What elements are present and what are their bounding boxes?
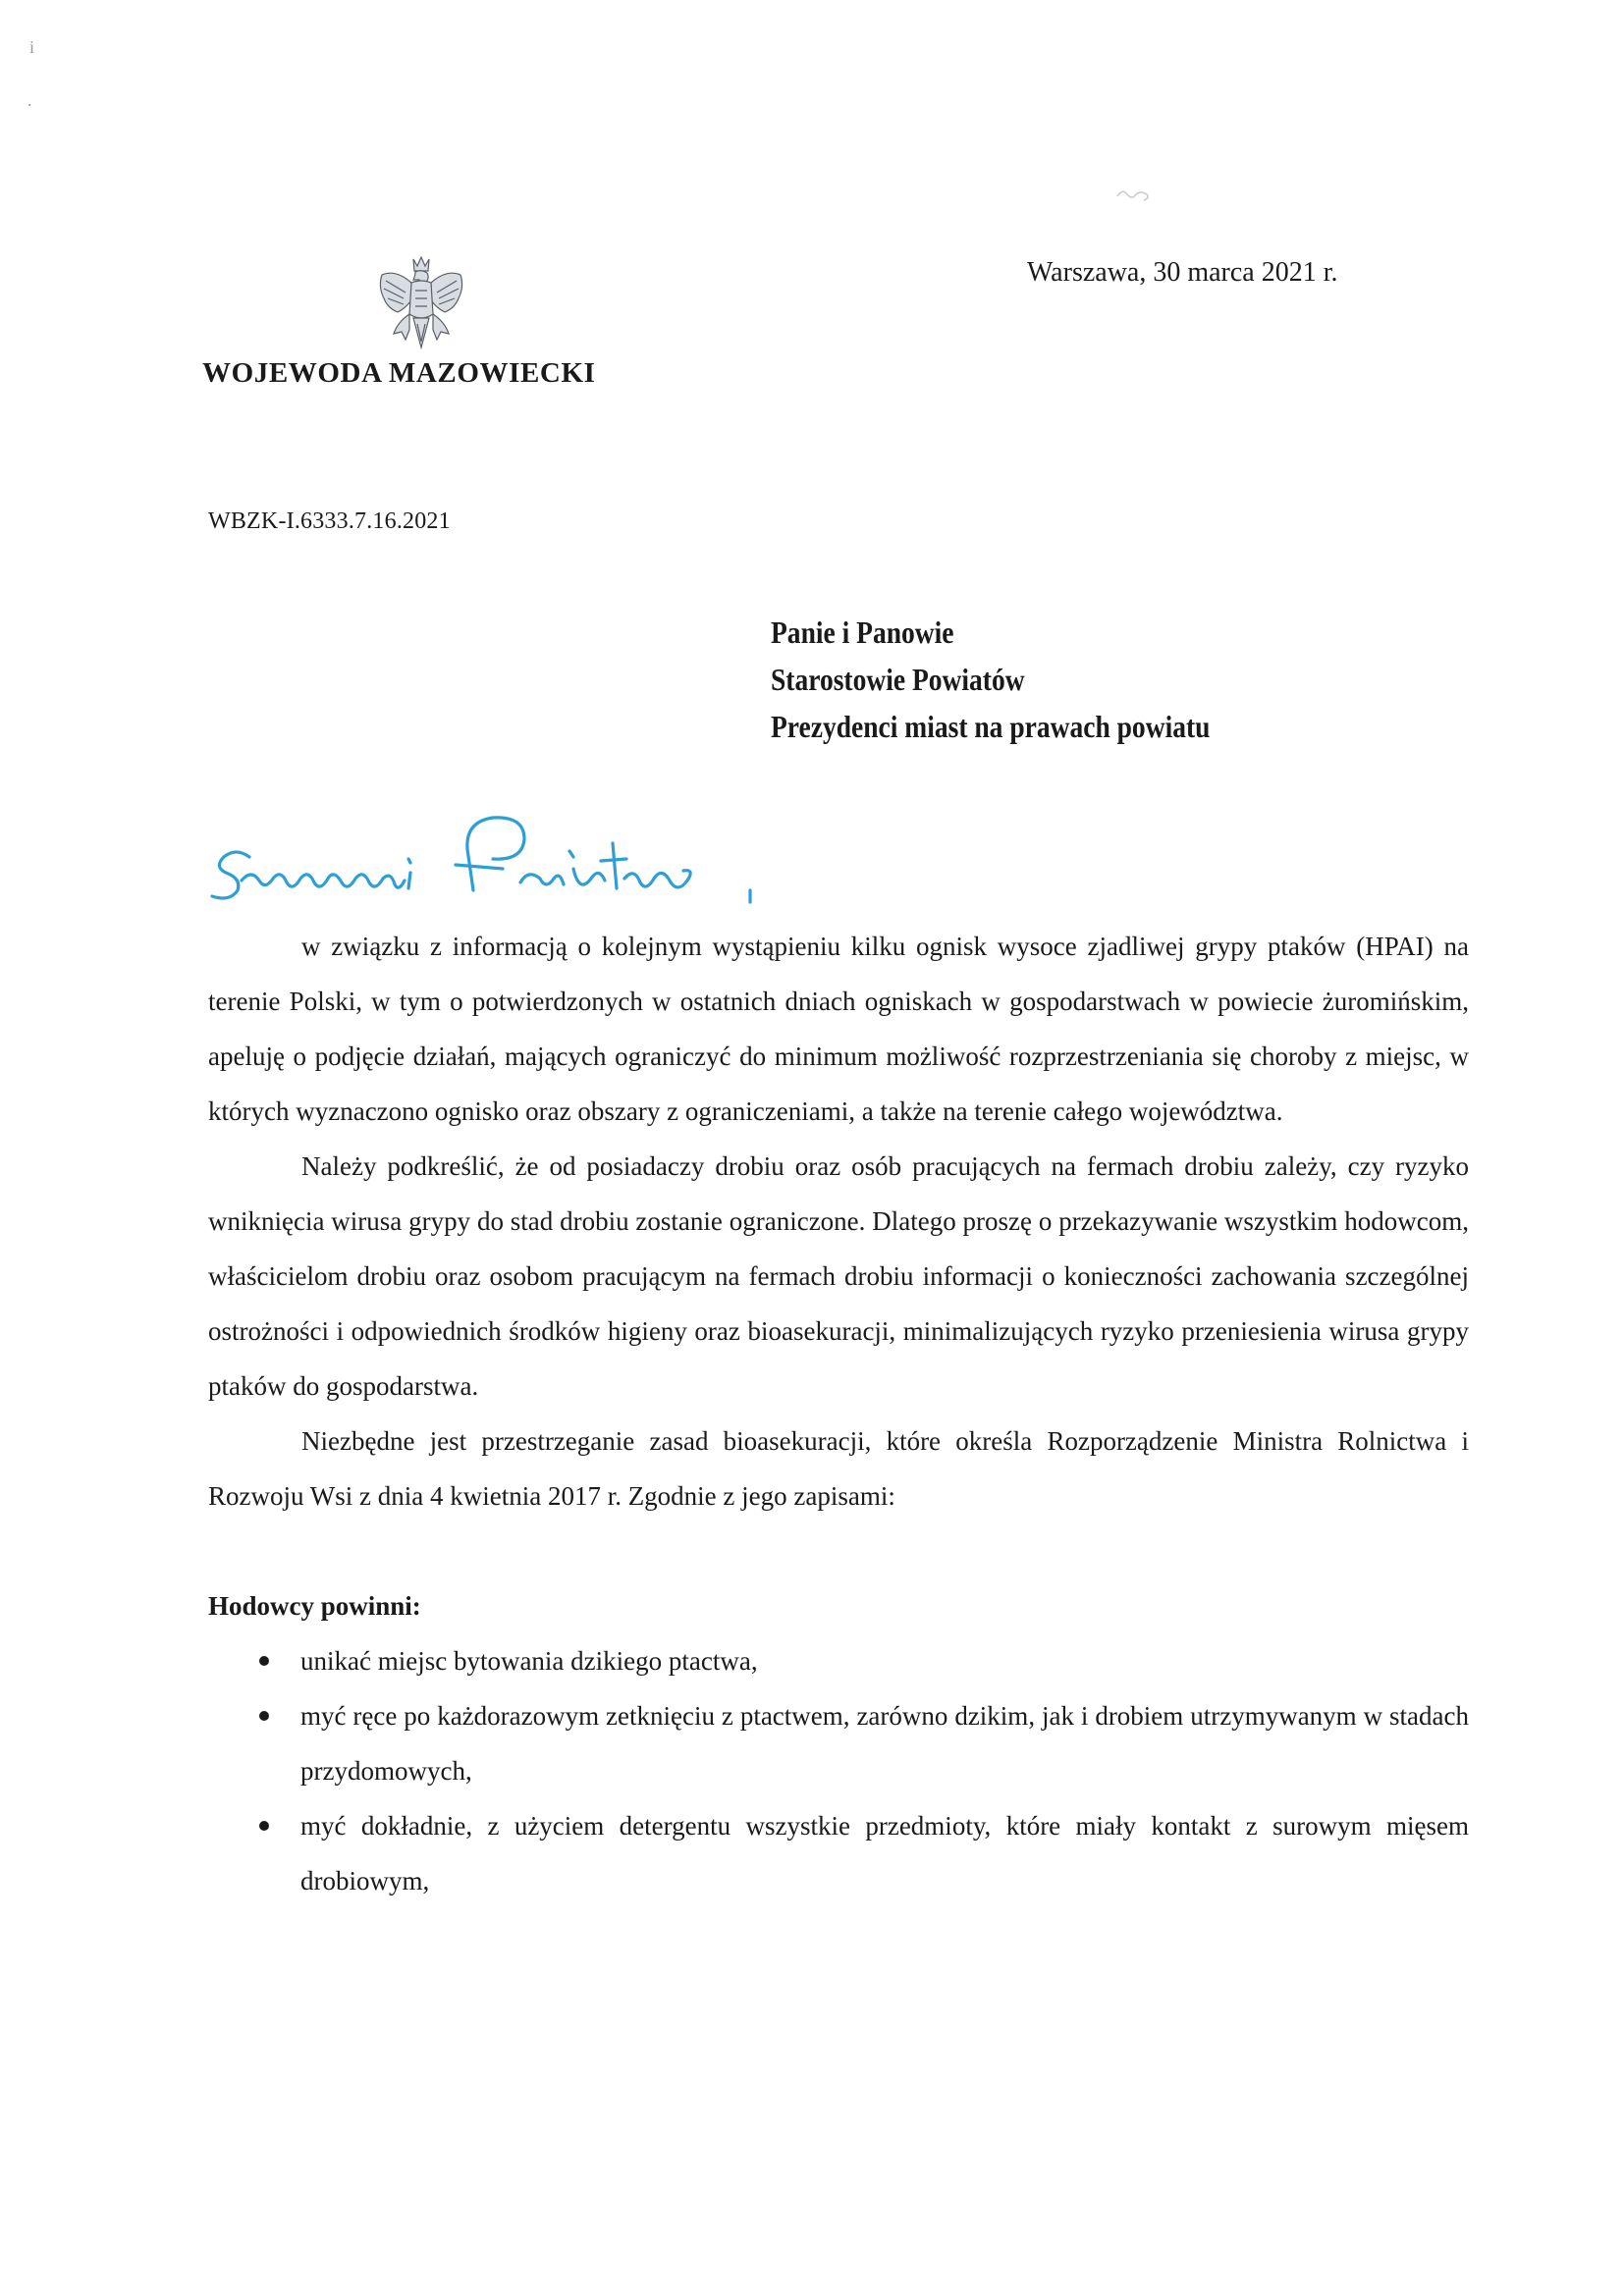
stray-scribble-mark bbox=[1114, 187, 1154, 204]
list-item-text: myć dokładnie, z użyciem detergentu wszystkie przedmioty, które miały kontakt z surowym mięsem drobiowym, bbox=[300, 1811, 1469, 1896]
place-date: Warszawa, 30 marca 2021 r. bbox=[1027, 257, 1338, 288]
list-item bbox=[208, 1633, 1469, 1688]
section-heading-breeders: Hodowcy powinni: bbox=[208, 1591, 421, 1621]
addressee-line: Panie i Panowie bbox=[771, 614, 954, 650]
list-item-text: unikać miejsc bytowania dzikiego ptactwa, bbox=[300, 1646, 758, 1676]
list-item bbox=[208, 1688, 1469, 1798]
body-paragraph: Niezbędne jest przestrzeganie zasad bioasekuracji, które określa Rozporządzenie Ministra Rolnictwa i Rozwoju Wsi z dnia 4 kwietnia 2017 r. Zgodnie z jego zapisami: bbox=[208, 1426, 1469, 1511]
stray-mark: i bbox=[29, 37, 35, 57]
reference-number: WBZK-I.6333.7.16.2021 bbox=[208, 508, 451, 534]
bullet-icon bbox=[259, 1656, 269, 1666]
polish-eagle-emblem-icon bbox=[376, 253, 466, 357]
issuing-authority: WOJEWODA MAZOWIECKI bbox=[202, 357, 596, 389]
list-item-text: myć ręce po każdorazowym zetknięciu z ptactwem, zarówno dzikim, jak i drobiem utrzymywanym w stadach przydomowych, bbox=[300, 1701, 1469, 1786]
addressee-line: Prezydenci miast na prawach powiatu bbox=[771, 709, 1211, 744]
letter-body bbox=[208, 919, 1469, 1908]
breeders-requirements-list bbox=[208, 1633, 1469, 1908]
bullet-icon bbox=[259, 1821, 269, 1831]
list-item bbox=[208, 1798, 1469, 1908]
handwritten-salutation bbox=[208, 800, 915, 908]
bullet-icon bbox=[259, 1711, 269, 1721]
body-paragraph: Należy podkreślić, że od posiadaczy drobiu oraz osób pracujących na fermach drobiu zależy, czy ryzyko wniknięcia wirusa grypy do stad drobiu zostanie ograniczone. Dlatego proszę o przekazywanie wszystkim hodowcom, właścicielom drobiu oraz osobom pracującym na fermach drobiu informacji o konieczności zachowania szczególnej ostrożności i odpowiednich środków higieny oraz bioasekuracji, minimalizujących ryzyko przeniesienia wirusa grypy ptaków do gospodarstwa. bbox=[208, 1151, 1469, 1401]
addressee-line: Starostowie Powiatów bbox=[771, 662, 1025, 697]
body-paragraph: w związku z informacją o kolejnym wystąpieniu kilku ognisk wysoce zjadliwej grypy ptaków (HPAI) na terenie Polski, w tym o potwierdzonych w ostatnich dniach ogniskach w gospodarstwach w powiecie żuromińskim, apeluję o podjęcie działań, mających ograniczyć do minimum możliwość rozprzestrzeniania się choroby z miejsc, w których wyznaczono ognisko oraz obszary z ograniczeniami, a także na terenie całego województwa. bbox=[208, 932, 1469, 1126]
stray-mark: . bbox=[27, 90, 32, 110]
addressee-block bbox=[771, 609, 1210, 750]
